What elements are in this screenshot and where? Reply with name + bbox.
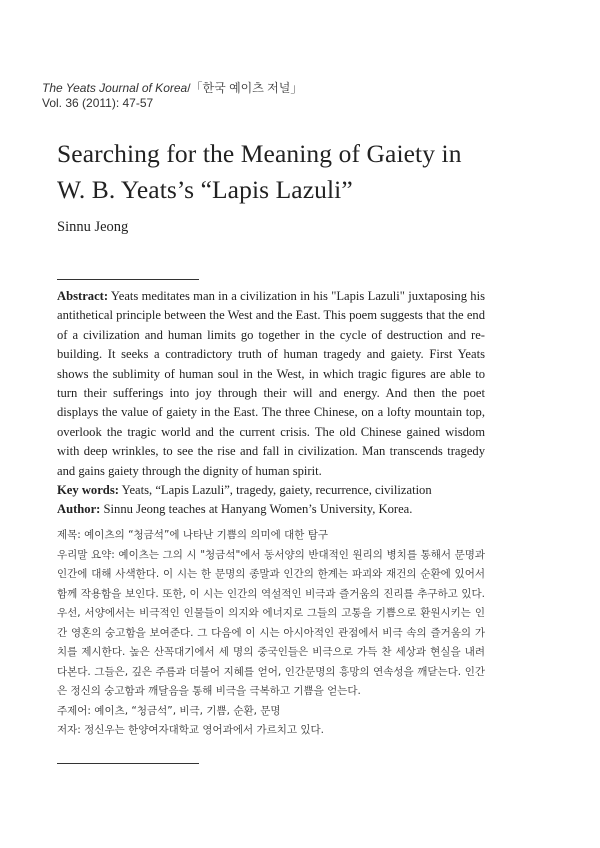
abstract-paragraph (57, 287, 485, 481)
keywords-text: Yeats, “Lapis Lazuli”, tragedy, gaiety, recurrence, civilization (121, 483, 432, 498)
author-note-line (57, 500, 485, 519)
english-abstract (57, 287, 485, 520)
korean-title: 제목: 예이츠의 “청금석”에 나타난 기쁨의 의미에 대한 탐구 (57, 529, 329, 541)
journal-name-english: The Yeats Journal of Korea (42, 81, 188, 95)
korean-abstract (57, 526, 485, 741)
keywords-label: Key words: (57, 483, 119, 498)
author-note-label: Author: (57, 502, 101, 517)
keywords-line (57, 481, 485, 500)
top-divider (57, 279, 199, 280)
korean-author: 저자: 정신우는 한양여자대학교 영어과에서 가르치고 있다. (57, 724, 324, 736)
abstract-text: Yeats meditates man in a civilization in his "Lapis Lazuli" juxtaposing his antithetical principle between the West and the East. This poem suggests that the end of a civilization and human limits go together in the cycle of destruction and re-building. It seeks a contradictory truth of human tragedy and gaiety. First Yeats shows the sublimity of human soul in the West, in which tragic figures are able to turn their sufferings into joy through their will and energy. And then the poet displays the value of gaiety in the East. The three Chinese, on a lofty mountain top, overlook the tragic world and the current crisis. The old Chinese gained wisdom with deep wrinkles, to see the rise and fall in civilization. Man transcends tragedy and gains gaiety through the dignity of human spirit. (57, 289, 485, 478)
author-note-text: Sinnu Jeong teaches at Hanyang Women’s University, Korea. (103, 502, 413, 517)
article-title (57, 136, 557, 208)
korean-summary: 우리말 요약: 예이츠는 그의 시 "청금석"에서 동서양의 반대적인 원리의 병치를 통해서 문명과 인간에 대해 사색한다. 이 시는 한 문명의 종말과 인간의 한계는 파괴와 재건의 순환에 있어서 함께 작용함을 보인다. 또한, 이 시는 인간의 역설적인 비극과 즐거움의 진리를 추구하고 있다. 우선, 서양에서는 비극적인 인물들이 의지와 에너지로 그들의 고통을 기쁨으로 환원시키는 인간 영혼의 숭고함을 보여준다. 그 다음에 이 시는 아시아적인 관점에서 비극 속의 즐거움의 가치를 제시한다. 높은 산꼭대기에서 세 명의 중국인들은 비극으로 가득 찬 세상과 현실을 내려다본다. 그들은, 깊은 주름과 더불어 지혜를 얻어, 인간문명의 흥망의 연속성을 깨닫는다. 인간은 정신의 숭고함과 깨달음을 통해 비극을 극복하고 기쁨을 얻는다. (57, 548, 485, 697)
journal-name (42, 80, 302, 96)
article-title-line-2: W. B. Yeats’s “Lapis Lazuli” (57, 175, 353, 204)
bottom-divider (57, 763, 199, 764)
article-author: Sinnu Jeong (57, 219, 129, 235)
abstract-label: Abstract: (57, 289, 109, 303)
journal-name-korean: /「한국 예이츠 저널」 (187, 81, 303, 95)
article-title-line-1: Searching for the Meaning of Gaiety in (57, 139, 462, 168)
korean-keywords: 주제어: 예이츠, “청금석”, 비극, 기쁨, 순환, 문명 (57, 704, 281, 717)
volume-info: Vol. 36 (2011): 47-57 (42, 96, 154, 110)
